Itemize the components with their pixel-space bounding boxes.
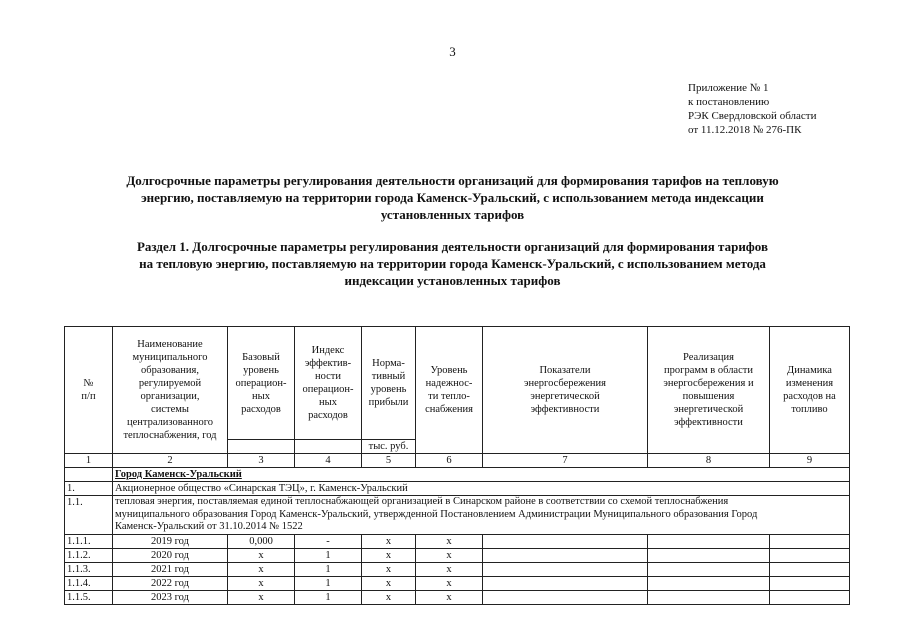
appendix-block [688, 81, 816, 137]
cell-reliability: x [416, 534, 483, 548]
cell-empty [483, 590, 648, 604]
unit-cell [228, 440, 295, 454]
cell-empty [648, 562, 770, 576]
column-number: 2 [113, 454, 228, 468]
header-line: снабжения [425, 404, 473, 415]
cell-profit: x [362, 562, 416, 576]
cell-base: 0,000 [228, 534, 295, 548]
header-line: программ в области [664, 365, 753, 376]
city-cell [113, 468, 850, 482]
header-line: эффективности [674, 417, 743, 428]
cell-base: x [228, 576, 295, 590]
cell-profit: x [362, 534, 416, 548]
column-number: 1 [65, 454, 113, 468]
cell-reliability: x [416, 562, 483, 576]
cell-index: 1 [295, 548, 362, 562]
appendix-line: Приложение № 1 [688, 82, 769, 94]
org-row [65, 482, 850, 496]
system-desc-line: муниципального образования Город Каменск-Уральский, утвержденной Постановлением Администрации Муниципального образования Город [115, 508, 758, 520]
header-line: теплоснабжения, год [123, 430, 217, 441]
header-line: энергетической [530, 391, 600, 402]
column-number: 3 [228, 454, 295, 468]
system-desc-line: Каменск-Уральский от 31.10.2014 № 1522 [115, 521, 303, 532]
header-line: изменения [785, 378, 834, 389]
cell-index: 1 [295, 590, 362, 604]
column-number: 9 [770, 454, 850, 468]
header-line: энергетической [673, 404, 744, 415]
table-row [65, 590, 850, 604]
title-line: установленных тарифов [380, 207, 525, 222]
header-cell [113, 327, 228, 454]
cell-empty [648, 548, 770, 562]
cell-index: 1 [295, 562, 362, 576]
org-name: Акционерное общество «Синарская ТЭЦ», г. Каменск-Уральский [113, 482, 850, 496]
cell-empty [770, 590, 850, 604]
title-line: Долгосрочные параметры регулирования деятельности организаций для формирования тарифов на тепловую [126, 173, 779, 188]
header-line: тивный [371, 371, 406, 382]
system-row [65, 496, 850, 535]
cell-reliability: x [416, 548, 483, 562]
cell-year: 2019 год [113, 534, 228, 548]
column-number: 6 [416, 454, 483, 468]
column-number: 8 [648, 454, 770, 468]
header-line: Показатели [539, 365, 591, 376]
header-line: энергосбережения [523, 378, 606, 389]
header-cell [228, 327, 295, 440]
header-line: централизованного [126, 417, 214, 428]
column-numbers-row [65, 454, 850, 468]
header-line: ных [319, 397, 337, 408]
cell-empty [483, 562, 648, 576]
header-line: муниципального [132, 352, 208, 363]
org-num: 1. [65, 482, 113, 496]
cell-empty [483, 576, 648, 590]
header-line: ности [315, 371, 341, 382]
header-line: эффектив- [304, 358, 352, 369]
cell-index: - [295, 534, 362, 548]
unit-base-costs: тыс. руб. [362, 440, 416, 454]
cell-empty [648, 534, 770, 548]
header-line: ных [252, 390, 270, 402]
cell-profit: x [362, 590, 416, 604]
header-line: Наименование [137, 339, 203, 350]
city-row [65, 468, 850, 482]
title-line: энергию, поставляемую на территории города Каменск-Уральский, с использованием метода индексации [141, 190, 764, 205]
cell-empty [770, 576, 850, 590]
header-line: операцион- [302, 384, 354, 395]
cell-num: 1.1.1. [65, 534, 113, 548]
header-line: расходов [308, 410, 348, 421]
appendix-line: РЭК Свердловской области [688, 110, 817, 122]
cell-year: 2021 год [113, 562, 228, 576]
cell-num: 1.1.3. [65, 562, 113, 576]
cell-num: 1.1.2. [65, 548, 113, 562]
header-line: Базовый [242, 351, 280, 363]
table-row [65, 534, 850, 548]
header-line: организации, [140, 391, 200, 402]
header-line: прибыли [368, 397, 409, 408]
header-line: Норма- [372, 358, 405, 369]
header-line: энергосбережения и [663, 378, 754, 389]
header-cell [483, 327, 648, 454]
cell-empty [770, 534, 850, 548]
header-line: п/п [81, 391, 96, 402]
table-row [65, 562, 850, 576]
header-line: образования, [140, 365, 199, 376]
cell-base: x [228, 562, 295, 576]
header-cell [65, 327, 113, 454]
header-cell [770, 327, 850, 454]
header-line: № [83, 378, 94, 389]
header-row [65, 327, 850, 440]
cell-empty [648, 576, 770, 590]
header-cell [648, 327, 770, 454]
header-line: расходов на [783, 391, 836, 402]
section-line: индексации установленных тарифов [344, 273, 561, 288]
header-line: повышения [682, 391, 735, 402]
header-cell [416, 327, 483, 454]
cell-num: 1.1.5. [65, 590, 113, 604]
header-cell [295, 327, 362, 440]
cell-empty [770, 562, 850, 576]
header-line: уровень [370, 384, 407, 395]
system-desc-line: тепловая энергия, поставляемая единой теплоснабжающей организацией в Синарском районе в соответствии со схемой теплоснабжения [115, 496, 729, 507]
header-line: системы [151, 404, 189, 415]
system-num: 1.1. [65, 496, 113, 535]
data-rows [65, 534, 850, 604]
cell-reliability: x [416, 576, 483, 590]
cell-index: 1 [295, 576, 362, 590]
header-line: Реализация [683, 352, 734, 363]
system-description [113, 496, 850, 535]
section-title [60, 238, 845, 289]
column-number: 5 [362, 454, 416, 468]
city-num-cell [65, 468, 113, 482]
header-line: регулируемой [138, 378, 202, 389]
cell-empty [770, 548, 850, 562]
document-title [60, 172, 845, 223]
cell-empty [483, 534, 648, 548]
cell-base: x [228, 590, 295, 604]
header-line: уровень [243, 364, 279, 376]
header-line: надежнос- [425, 378, 473, 389]
parameters-table [64, 326, 850, 605]
header-line: Индекс [311, 345, 345, 356]
unit-cell [295, 440, 362, 454]
cell-reliability: x [416, 590, 483, 604]
cell-year: 2020 год [113, 548, 228, 562]
cell-profit: x [362, 548, 416, 562]
header-line: Динамика [787, 365, 832, 376]
header-line: топливо [791, 404, 828, 415]
cell-year: 2023 год [113, 590, 228, 604]
appendix-line: к постановлению [688, 96, 770, 108]
header-line: расходов [241, 403, 281, 415]
cell-base: x [228, 548, 295, 562]
header-line: Уровень [430, 365, 468, 376]
page-number: 3 [449, 44, 456, 59]
header-line: ти тепло- [428, 391, 470, 402]
cell-profit: x [362, 576, 416, 590]
header-cell [362, 327, 416, 440]
cell-year: 2022 год [113, 576, 228, 590]
table-row [65, 576, 850, 590]
column-number: 7 [483, 454, 648, 468]
section-line: Раздел 1. Долгосрочные параметры регулирования деятельности организаций для формирования тарифов [136, 239, 768, 254]
cell-empty [483, 548, 648, 562]
section-line: на тепловую энергию, поставляемую на территории города Каменск-Уральский, с использованием метода [139, 256, 766, 271]
cell-empty [648, 590, 770, 604]
city-name: Город Каменск-Уральский [115, 469, 242, 480]
cell-num: 1.1.4. [65, 576, 113, 590]
appendix-line: от 11.12.2018 № 276-ПК [688, 124, 802, 136]
header-line: операцион- [235, 377, 287, 389]
column-number: 4 [295, 454, 362, 468]
table-row [65, 548, 850, 562]
header-line: эффективности [530, 404, 600, 415]
